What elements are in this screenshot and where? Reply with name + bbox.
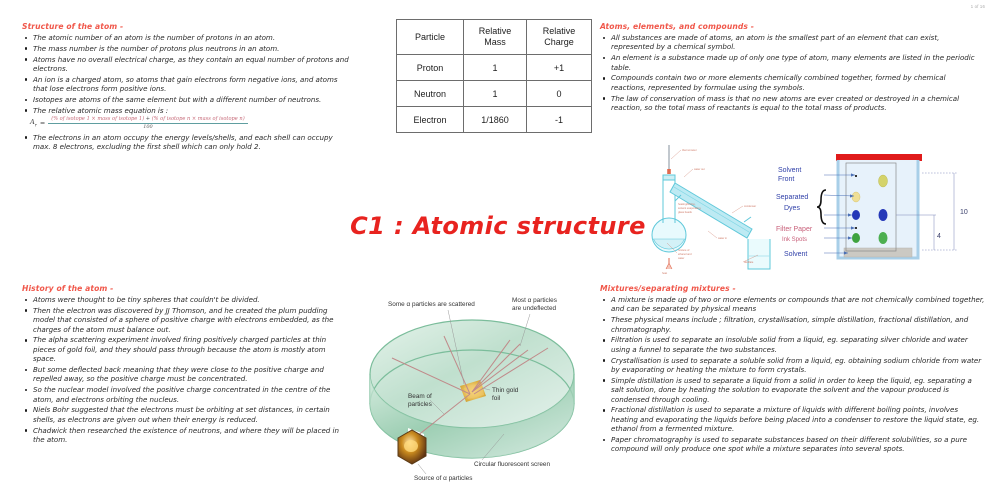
- label-mixture-1: mixture of: [678, 249, 690, 252]
- section-heading: History of the atom -: [22, 284, 114, 293]
- label-separated-dyes-line1: Separated: [776, 194, 809, 201]
- label-some-scattered: Some α particles are scattered: [388, 301, 475, 308]
- cell-relative-mass: 1/1860: [464, 107, 527, 133]
- label-thermometer: thermometer: [682, 149, 697, 152]
- list-item: So the nuclear model involved the positive charge concentrated in the centre of the atom, and electrons orbiting the nucleus.: [22, 385, 342, 404]
- cell-relative-charge: 0: [527, 81, 592, 107]
- label-distillate: distillate: [744, 261, 754, 264]
- label-thin-gold-foil-line1: Thin gold: [492, 387, 519, 394]
- label-most-undeflected-line2: are undeflected: [512, 305, 557, 312]
- section-atoms-elements-compounds: [600, 22, 982, 114]
- elements-bullet-list: [600, 33, 982, 112]
- header-line-2: Charge: [544, 37, 574, 47]
- equation-equals: =: [39, 119, 46, 128]
- label-solvent: Solvent: [784, 251, 808, 258]
- structure-bullet-list-after: [22, 133, 352, 152]
- measurement-4: 4: [937, 233, 941, 240]
- section-heading: Atoms, elements, and compounds -: [600, 22, 754, 31]
- list-item: Simple distillation is used to separate a liquid from a solid in order to keep the liquid, eg. separating a salt solution, done by heating the solution to evaporate the solvent and the vapour produced is condensed through cooling.: [600, 376, 985, 404]
- label-fluorescent-screen: Circular fluorescent screen: [474, 461, 551, 468]
- label-heating-3: glass beads: [678, 211, 692, 214]
- label-separated-dyes-line2: Dyes: [784, 205, 800, 212]
- list-item: The law of conservation of mass is that no new atoms are ever created or destroyed in a chemical reaction, so the total mass of reactants is equal to the total mass of products.: [600, 94, 982, 113]
- section-structure-of-the-atom: [22, 22, 352, 153]
- column-header-relative-charge: [527, 20, 592, 55]
- page-marker: 1 of 16: [970, 4, 985, 9]
- numerator-term-1: (% of isotope 1 × mass of isotope 1): [51, 115, 145, 122]
- label-heating-2: solvent evaporating,: [678, 207, 702, 210]
- list-item: Compounds contain two or more elements chemically combined together, formed by chemical reactions, represented by formulae using the symbols.: [600, 73, 982, 92]
- table-row: [397, 81, 592, 107]
- mixtures-bullet-list: [600, 295, 985, 454]
- list-item: All substances are made of atoms, an atom is the smallest part of an element that can exist, represented by a chemical symbol.: [600, 33, 982, 52]
- section-mixtures-separating-mixtures: [600, 284, 985, 455]
- list-item: Crystallisation is used to separate a soluble solid from a liquid, eg. obtaining sodium chloride from water by evaporating or heating the mixture to form crystals.: [600, 356, 985, 375]
- chromatography-diagram: [776, 150, 986, 272]
- list-item: The electrons in an atom occupy the energy levels/shells, and each shell can occupy max. 8 electrons, excluding the first shell which can only hold 2.: [22, 133, 352, 152]
- tank-lid: [836, 154, 922, 161]
- label-condenser: condenser: [744, 205, 757, 208]
- cell-particle: Electron: [397, 107, 464, 133]
- label-filter-paper: Filter Paper: [776, 226, 813, 233]
- section-heading: Structure of the atom -: [22, 22, 124, 31]
- page-title: C1 : Atomic structure: [350, 212, 646, 240]
- list-item: Isotopes are atoms of the same element but with a different number of neutrons.: [22, 95, 352, 104]
- list-item: The relative atomic mass equation is :: [22, 106, 352, 115]
- alpha-scattering-diagram: [352, 288, 592, 488]
- structure-bullet-list: [22, 33, 352, 115]
- distillation-apparatus-diagram: [648, 143, 776, 275]
- numerator-plus: +: [145, 115, 151, 122]
- list-item: But some deflected back meaning that they were close to the positive charge and repelled away, so the positive charge must be concentrated.: [22, 365, 342, 384]
- label-heat: heat: [662, 272, 668, 275]
- table-header: [397, 20, 592, 55]
- relative-atomic-mass-equation: [30, 117, 352, 130]
- list-item: An element is a substance made up of only one type of atom, many elements are listed in the periodic table.: [600, 53, 982, 72]
- cell-particle: Proton: [397, 55, 464, 81]
- cell-particle: Neutron: [397, 81, 464, 107]
- label-ink-spots: Ink Spots: [782, 237, 808, 243]
- list-item: The alpha scattering experiment involved firing positively charged particles at thin pieces of gold foil, and they should pass through because the atom is mostly atom space.: [22, 335, 342, 363]
- list-item: Atoms have no overall electrical charge, as they contain an equal number of protons and electrons.: [22, 55, 352, 74]
- label-mixture-3: water: [678, 257, 685, 260]
- label-heating-1: heating/boiling,: [678, 203, 696, 206]
- chromatography-svg: [776, 150, 986, 272]
- list-item: Then the electron was discovered by JJ Thomson, and he created the plum pudding model that consisted of a sphere of positive charge with electrons embedded, as the charges of the atom must balance out.: [22, 306, 342, 334]
- list-item: Chadwick then researched the existence of neutrons, and where they will be placed in the atom.: [22, 426, 342, 445]
- cell-relative-mass: 1: [464, 55, 527, 81]
- equation-fraction: [48, 117, 247, 130]
- table-body: [397, 55, 592, 133]
- list-item: Atoms were thought to be tiny spheres that couldn't be divided.: [22, 295, 342, 304]
- label-most-undeflected-line1: Most α particles: [512, 297, 557, 304]
- list-item: An ion is a charged atom, so atoms that gain electrons form negative ions, and atoms that lose electrons form positive ions.: [22, 75, 352, 94]
- list-item: The atomic number of an atom is the number of protons in an atom.: [22, 33, 352, 42]
- list-item: These physical means include ; filtration, crystallisation, simple distillation, fractional distillation, and chromatography.: [600, 315, 985, 334]
- history-bullet-list: [22, 295, 342, 444]
- label-solvent-front-line1: Solvent: [778, 167, 802, 174]
- list-item: Fractional distillation is used to separate a mixture of liquids with different boiling points, involves heating and evaporating the liquids before being placed into a condenser to restore the liquid state, eg. ethanol from a fermented mixture.: [600, 405, 985, 433]
- solvent-pool: [844, 248, 912, 257]
- column-header-particle: Particle: [397, 20, 464, 55]
- equation-denominator: 100: [143, 123, 153, 130]
- list-item: Paper chromatography is used to separate substances based on their different solubilities, so a pure compound will only produce one spot while a mixture separates into several spots.: [600, 435, 985, 454]
- equation-subscript: r: [34, 123, 37, 129]
- equation-symbol: $A_r$: [30, 117, 37, 129]
- table-header-row: [397, 20, 592, 55]
- label-water-out: water out: [694, 168, 705, 171]
- cell-relative-charge: -1: [527, 107, 592, 133]
- label-mixture-2: ethanol and: [678, 253, 692, 256]
- list-item: The mass number is the number of protons plus neutrons in an atom.: [22, 44, 352, 53]
- label-beam-line2: particles: [408, 401, 432, 408]
- numerator-term-2: (% of isotope n × mass of isotope n): [151, 115, 245, 122]
- particle-properties-table: [396, 19, 592, 133]
- section-history-of-the-atom: [22, 284, 342, 446]
- measurement-10: 10: [960, 209, 968, 216]
- table-row: [397, 107, 592, 133]
- list-item: A mixture is made up of two or more elements or compounds that are not chemically combined together, and can be separated by physical means: [600, 295, 985, 314]
- distillation-svg: [648, 143, 776, 275]
- table-row: [397, 55, 592, 81]
- list-item: Filtration is used to separate an insoluble solid from a liquid, eg. separating silver chloride and water using a funnel to separate the two substances.: [600, 335, 985, 354]
- cell-relative-mass: 1: [464, 81, 527, 107]
- list-item: Niels Bohr suggested that the electrons must be orbiting at set distances, in certain shells, as electrons are given out when their energy is reduced.: [22, 405, 342, 424]
- alpha-source: [398, 430, 426, 464]
- cell-relative-charge: +1: [527, 55, 592, 81]
- section-heading: Mixtures/separating mixtures -: [600, 284, 736, 293]
- header-line-1: Relative: [542, 26, 576, 36]
- rutherford-svg: [352, 288, 592, 488]
- header-line-1: Relative: [478, 26, 512, 36]
- label-beam-line1: Beam of: [408, 393, 432, 400]
- label-source: Source of α particles: [414, 475, 473, 482]
- column-header-relative-mass: [464, 20, 527, 55]
- label-water-in: water in: [718, 237, 728, 240]
- label-thin-gold-foil-line2: foil: [492, 395, 501, 402]
- header-line-2: Mass: [484, 37, 506, 47]
- label-solvent-front-line2: Front: [778, 176, 795, 183]
